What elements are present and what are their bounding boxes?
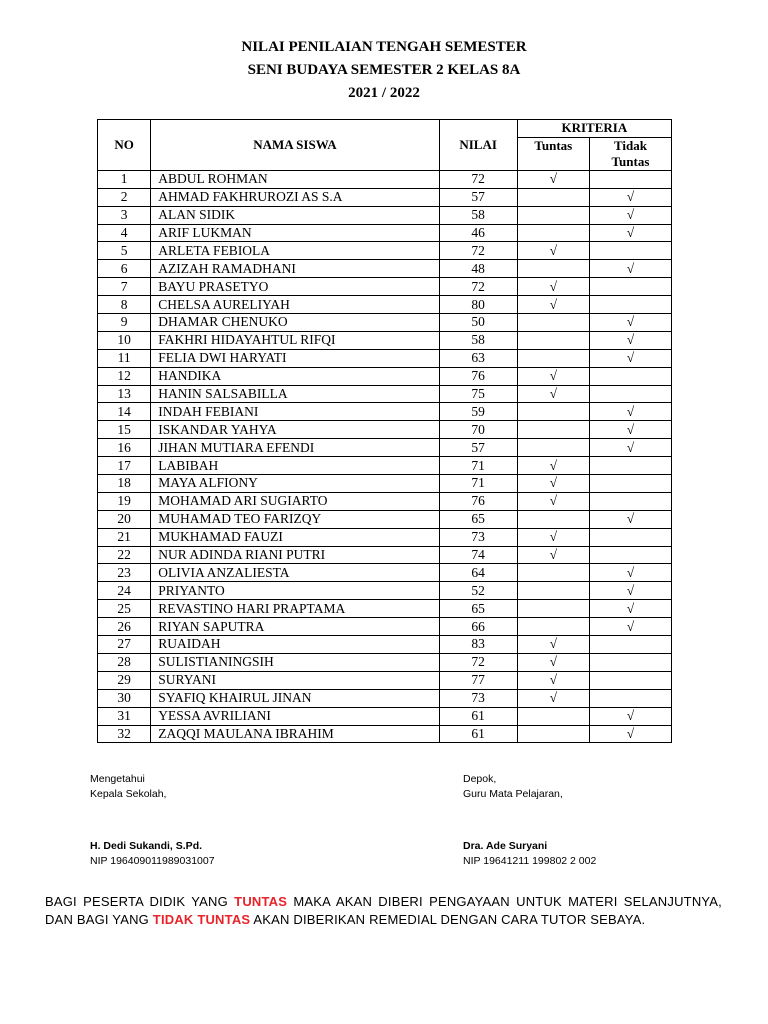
row-tuntas-mark: √ [517, 385, 589, 403]
row-no: 24 [98, 582, 151, 600]
row-tidak-tuntas-mark: √ [589, 582, 671, 600]
row-tuntas-mark [517, 314, 589, 332]
row-tidak-tuntas-mark [589, 636, 671, 654]
row-tuntas-mark: √ [517, 636, 589, 654]
table-row [98, 707, 672, 725]
row-no: 1 [98, 170, 151, 188]
row-value: 58 [439, 331, 517, 349]
grades-table [97, 119, 672, 743]
row-no: 14 [98, 403, 151, 421]
row-value: 73 [439, 528, 517, 546]
row-tuntas-mark [517, 439, 589, 457]
row-name: DHAMAR CHENUKO [151, 314, 439, 332]
row-name: BAYU PRASETYO [151, 278, 439, 296]
note-highlight-tuntas: TUNTAS [234, 894, 288, 909]
row-no: 6 [98, 260, 151, 278]
row-no: 23 [98, 564, 151, 582]
table-row [98, 689, 672, 707]
table-row [98, 170, 672, 188]
row-value: 46 [439, 224, 517, 242]
table-row [98, 296, 672, 314]
document-header [0, 36, 768, 105]
row-value: 52 [439, 582, 517, 600]
header-tuntas: Tuntas [517, 137, 589, 170]
table-row [98, 224, 672, 242]
table-row [98, 206, 672, 224]
table-row [98, 439, 672, 457]
header-tidak-tuntas [589, 137, 671, 170]
row-value: 58 [439, 206, 517, 224]
row-tuntas-mark: √ [517, 170, 589, 188]
header-no: NO [98, 120, 151, 171]
row-no: 16 [98, 439, 151, 457]
row-tidak-tuntas-mark [589, 385, 671, 403]
row-tidak-tuntas-mark: √ [589, 260, 671, 278]
row-tuntas-mark: √ [517, 457, 589, 475]
row-tuntas-mark [517, 260, 589, 278]
row-name: LABIBAH [151, 457, 439, 475]
row-tidak-tuntas-mark: √ [589, 510, 671, 528]
row-name: HANDIKA [151, 367, 439, 385]
row-value: 64 [439, 564, 517, 582]
row-name: RUAIDAH [151, 636, 439, 654]
row-tuntas-mark [517, 707, 589, 725]
row-value: 72 [439, 170, 517, 188]
table-row [98, 582, 672, 600]
row-no: 28 [98, 653, 151, 671]
title-line-1: NILAI PENILAIAN TENGAH SEMESTER [241, 39, 527, 55]
row-no: 3 [98, 206, 151, 224]
row-no: 20 [98, 510, 151, 528]
table-row [98, 546, 672, 564]
row-tuntas-mark: √ [517, 278, 589, 296]
row-value: 57 [439, 439, 517, 457]
row-tuntas-mark: √ [517, 296, 589, 314]
row-value: 75 [439, 385, 517, 403]
note-part-3: AKAN DIBERIKAN REMEDIAL DENGAN CARA TUTOR SEBAYA. [250, 912, 646, 927]
row-value: 71 [439, 475, 517, 493]
row-no: 2 [98, 188, 151, 206]
signature-right-line2: Guru Mata Pelajaran, [463, 788, 563, 800]
row-tidak-tuntas-mark: √ [589, 618, 671, 636]
row-value: 61 [439, 725, 517, 743]
row-tuntas-mark: √ [517, 546, 589, 564]
table-row [98, 671, 672, 689]
row-name: OLIVIA ANZALIESTA [151, 564, 439, 582]
row-no: 13 [98, 385, 151, 403]
table-row [98, 636, 672, 654]
row-tuntas-mark [517, 564, 589, 582]
row-tidak-tuntas-mark [589, 242, 671, 260]
header-name: NAMA SISWA [151, 120, 439, 171]
row-no: 19 [98, 492, 151, 510]
row-tuntas-mark: √ [517, 528, 589, 546]
row-no: 4 [98, 224, 151, 242]
row-tuntas-mark: √ [517, 367, 589, 385]
row-tidak-tuntas-mark: √ [589, 725, 671, 743]
header-tidak-tuntas-line2: Tuntas [611, 153, 650, 169]
row-tidak-tuntas-mark [589, 546, 671, 564]
table-row [98, 653, 672, 671]
title-line-2: SENI BUDAYA SEMESTER 2 KELAS 8A [247, 62, 521, 78]
row-tuntas-mark [517, 618, 589, 636]
row-value: 50 [439, 314, 517, 332]
table-row [98, 457, 672, 475]
row-name: AHMAD FAKHRUROZI AS S.A [151, 188, 439, 206]
principal-name: H. Dedi Sukandi, S.Pd. [90, 840, 203, 852]
row-no: 5 [98, 242, 151, 260]
table-row [98, 564, 672, 582]
table-row [98, 278, 672, 296]
row-tidak-tuntas-mark [589, 492, 671, 510]
row-name: JIHAN MUTIARA EFENDI [151, 439, 439, 457]
row-no: 21 [98, 528, 151, 546]
row-tidak-tuntas-mark: √ [589, 224, 671, 242]
row-tidak-tuntas-mark [589, 689, 671, 707]
note-part-2: MAKA AKAN DIBERI PENGAYAAN UNTUK MATERI SELANJUTNYA, DAN BAGI YANG [45, 894, 722, 927]
row-value: 77 [439, 671, 517, 689]
row-name: ARLETA FEBIOLA [151, 242, 439, 260]
row-tidak-tuntas-mark [589, 457, 671, 475]
row-tuntas-mark [517, 403, 589, 421]
row-name: AZIZAH RAMADHANI [151, 260, 439, 278]
row-value: 66 [439, 618, 517, 636]
row-value: 61 [439, 707, 517, 725]
table-row [98, 314, 672, 332]
table-row [98, 725, 672, 743]
signature-right-line1: Depok, [463, 773, 497, 785]
row-tuntas-mark [517, 188, 589, 206]
row-tidak-tuntas-mark [589, 528, 671, 546]
row-name: RIYAN SAPUTRA [151, 618, 439, 636]
row-name: CHELSA AURELIYAH [151, 296, 439, 314]
row-no: 22 [98, 546, 151, 564]
row-tuntas-mark [517, 224, 589, 242]
signature-teacher-name-block [463, 839, 596, 869]
table-row [98, 600, 672, 618]
row-tidak-tuntas-mark: √ [589, 564, 671, 582]
row-value: 83 [439, 636, 517, 654]
row-name: ABDUL ROHMAN [151, 170, 439, 188]
table-row [98, 421, 672, 439]
row-value: 72 [439, 278, 517, 296]
row-tidak-tuntas-mark [589, 475, 671, 493]
row-name: ARIF LUKMAN [151, 224, 439, 242]
row-name: FELIA DWI HARYATI [151, 349, 439, 367]
table-row [98, 260, 672, 278]
table-body [98, 170, 672, 743]
row-tidak-tuntas-mark: √ [589, 314, 671, 332]
row-tuntas-mark [517, 600, 589, 618]
signature-left-line1: Mengetahui [90, 773, 145, 785]
row-name: NUR ADINDA RIANI PUTRI [151, 546, 439, 564]
row-tuntas-mark: √ [517, 492, 589, 510]
row-name: MAYA ALFIONY [151, 475, 439, 493]
table-row [98, 528, 672, 546]
row-tidak-tuntas-mark [589, 296, 671, 314]
table-row [98, 403, 672, 421]
row-tidak-tuntas-mark [589, 367, 671, 385]
row-no: 26 [98, 618, 151, 636]
row-name: ISKANDAR YAHYA [151, 421, 439, 439]
row-tidak-tuntas-mark [589, 653, 671, 671]
row-value: 72 [439, 653, 517, 671]
row-name: FAKHRI HIDAYAHTUL RIFQI [151, 331, 439, 349]
table-row [98, 331, 672, 349]
row-tuntas-mark: √ [517, 475, 589, 493]
row-tidak-tuntas-mark: √ [589, 707, 671, 725]
row-no: 7 [98, 278, 151, 296]
signature-teacher [463, 772, 563, 802]
row-name: HANIN SALSABILLA [151, 385, 439, 403]
note-highlight-tidak-tuntas: TIDAK TUNTAS [152, 912, 251, 927]
row-tidak-tuntas-mark: √ [589, 206, 671, 224]
header-value: NILAI [439, 120, 517, 171]
row-tidak-tuntas-mark: √ [589, 331, 671, 349]
title-line-3: 2021 / 2022 [348, 85, 420, 101]
signature-principal [90, 772, 166, 802]
row-no: 32 [98, 725, 151, 743]
table-header [98, 120, 672, 171]
row-no: 9 [98, 314, 151, 332]
row-tidak-tuntas-mark: √ [589, 403, 671, 421]
row-no: 29 [98, 671, 151, 689]
table-row [98, 510, 672, 528]
row-tuntas-mark [517, 725, 589, 743]
remedial-note [45, 893, 722, 929]
row-name: INDAH FEBIANI [151, 403, 439, 421]
row-tidak-tuntas-mark: √ [589, 188, 671, 206]
row-no: 11 [98, 349, 151, 367]
row-value: 63 [439, 349, 517, 367]
row-value: 74 [439, 546, 517, 564]
row-no: 15 [98, 421, 151, 439]
row-no: 18 [98, 475, 151, 493]
row-value: 71 [439, 457, 517, 475]
row-name: ZAQQI MAULANA IBRAHIM [151, 725, 439, 743]
table-row [98, 492, 672, 510]
row-tuntas-mark: √ [517, 242, 589, 260]
row-tuntas-mark: √ [517, 689, 589, 707]
table-row [98, 349, 672, 367]
row-tuntas-mark: √ [517, 653, 589, 671]
row-value: 80 [439, 296, 517, 314]
row-tuntas-mark [517, 349, 589, 367]
row-tuntas-mark [517, 206, 589, 224]
row-no: 10 [98, 331, 151, 349]
row-value: 73 [439, 689, 517, 707]
table-row [98, 385, 672, 403]
row-name: ALAN SIDIK [151, 206, 439, 224]
row-no: 27 [98, 636, 151, 654]
row-tuntas-mark: √ [517, 671, 589, 689]
row-no: 25 [98, 600, 151, 618]
row-tidak-tuntas-mark [589, 170, 671, 188]
row-name: SULISTIANINGSIH [151, 653, 439, 671]
row-value: 76 [439, 492, 517, 510]
row-no: 12 [98, 367, 151, 385]
teacher-name: Dra. Ade Suryani [463, 840, 548, 852]
row-tidak-tuntas-mark: √ [589, 600, 671, 618]
signature-principal-name-block [90, 839, 215, 869]
row-name: YESSA AVRILIANI [151, 707, 439, 725]
row-tuntas-mark [517, 331, 589, 349]
row-value: 48 [439, 260, 517, 278]
row-value: 76 [439, 367, 517, 385]
table-row [98, 242, 672, 260]
row-name: SYAFIQ KHAIRUL JINAN [151, 689, 439, 707]
row-value: 65 [439, 510, 517, 528]
teacher-nip: NIP 19641211 199802 2 002 [463, 855, 597, 867]
row-no: 30 [98, 689, 151, 707]
row-no: 31 [98, 707, 151, 725]
header-criteria: KRITERIA [517, 120, 671, 138]
row-name: MOHAMAD ARI SUGIARTO [151, 492, 439, 510]
row-tuntas-mark [517, 510, 589, 528]
row-tidak-tuntas-mark: √ [589, 439, 671, 457]
table-row [98, 367, 672, 385]
row-name: SURYANI [151, 671, 439, 689]
row-tidak-tuntas-mark: √ [589, 421, 671, 439]
row-value: 70 [439, 421, 517, 439]
row-tidak-tuntas-mark [589, 278, 671, 296]
row-name: REVASTINO HARI PRAPTAMA [151, 600, 439, 618]
row-no: 8 [98, 296, 151, 314]
principal-nip: NIP 196409011989031007 [90, 855, 215, 867]
table-row [98, 188, 672, 206]
row-no: 17 [98, 457, 151, 475]
row-value: 65 [439, 600, 517, 618]
signature-left-line2: Kepala Sekolah, [90, 788, 167, 800]
row-name: PRIYANTO [151, 582, 439, 600]
row-value: 72 [439, 242, 517, 260]
row-tuntas-mark [517, 421, 589, 439]
row-value: 57 [439, 188, 517, 206]
table-row [98, 475, 672, 493]
row-tuntas-mark [517, 582, 589, 600]
row-name: MUKHAMAD FAUZI [151, 528, 439, 546]
row-tidak-tuntas-mark [589, 671, 671, 689]
row-tidak-tuntas-mark: √ [589, 349, 671, 367]
header-tidak-tuntas-line1: Tidak [613, 137, 647, 153]
row-value: 59 [439, 403, 517, 421]
table-row [98, 618, 672, 636]
note-part-1: BAGI PESERTA DIDIK YANG [45, 894, 235, 909]
row-name: MUHAMAD TEO FARIZQY [151, 510, 439, 528]
